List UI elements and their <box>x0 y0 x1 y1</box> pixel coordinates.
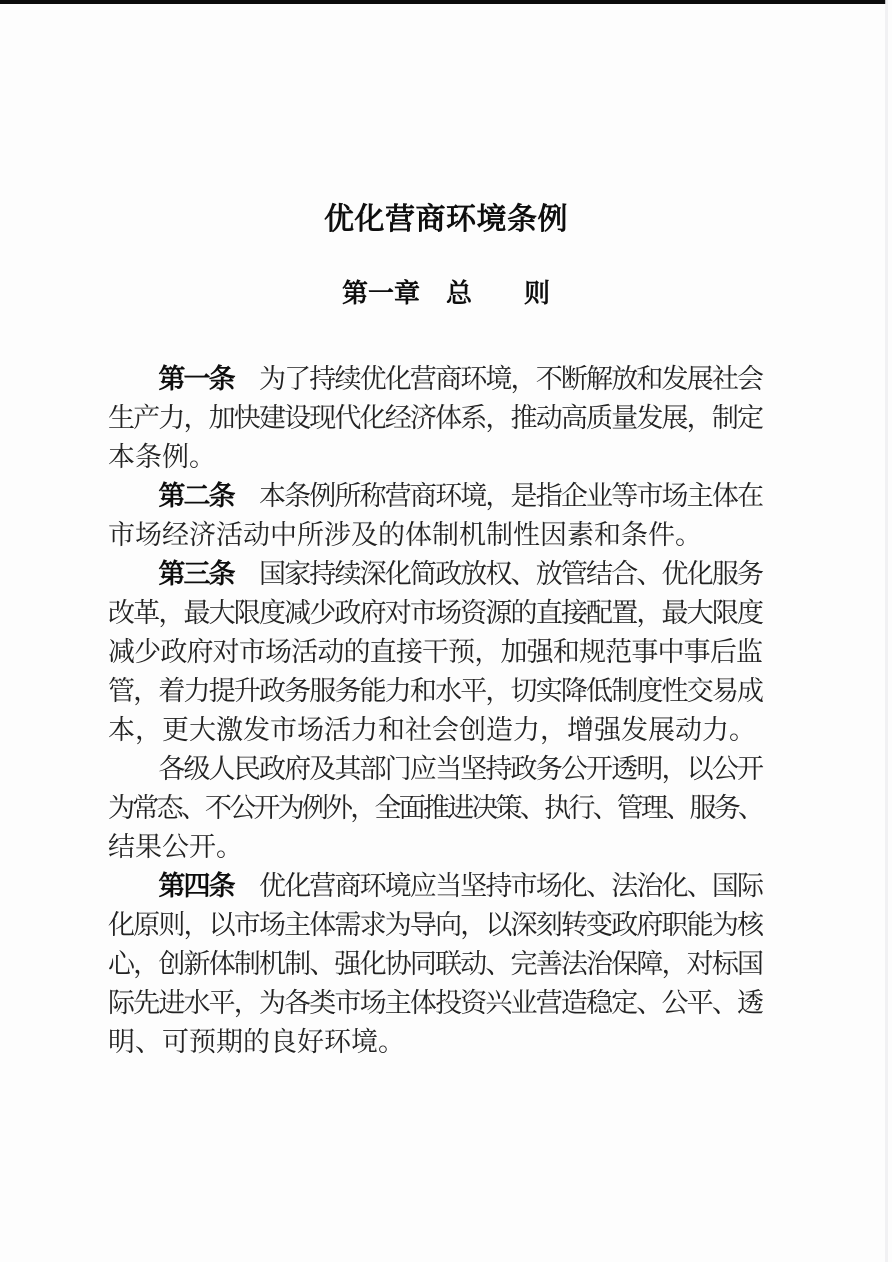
text-line: 结果公开。 <box>108 832 243 862</box>
article-label: 第一条 <box>158 364 234 394</box>
scan-edge-right-line <box>885 0 888 1262</box>
text-line: 生产力，加快建设现代化经济体系，推动高质量发展，制定 <box>108 403 762 433</box>
text-line: 明、可预期的良好环境。 <box>108 1027 405 1057</box>
text-line: 为常态、不公开为例外，全面推进决策、执行、管理、服务、 <box>108 793 762 823</box>
text-line: 各级人民政府及其部门应当坚持政务公开透明，以公开 <box>158 754 762 784</box>
text-line: 化原则，以市场主体需求为导向，以深刻转变政府职能为核 <box>108 910 762 940</box>
article-label: 第三条 <box>158 559 234 589</box>
text-line: 本，更大激发市场活力和社会创造力，增强发展动力。 <box>108 715 756 745</box>
article-label: 第四条 <box>158 871 234 901</box>
document-title: 优化营商环境条例 <box>324 203 568 236</box>
article-label: 第二条 <box>158 481 234 511</box>
scan-edge-top-bar <box>0 0 886 4</box>
text-line: 改革，最大限度减少政府对市场资源的直接配置，最大限度 <box>108 598 762 628</box>
text-line: 心，创新体制机制、强化协同联动、完善法治保障，对标国 <box>108 949 762 979</box>
text-line: 市场经济活动中所涉及的体制机制性因素和条件。 <box>108 520 702 550</box>
text-line: 第三条 国家持续深化简政放权、放管结合、优化服务 <box>158 559 762 589</box>
text-line: 际先进水平，为各类市场主体投资兴业营造稳定、公平、透 <box>108 988 762 1018</box>
text-line: 第二条 本条例所称营商环境，是指企业等市场主体在 <box>158 481 762 511</box>
chapter-heading: 第一章 总 则 <box>341 279 550 308</box>
document-body <box>108 360 762 1062</box>
text-line: 管，着力提升政务服务能力和水平，切实降低制度性交易成 <box>108 676 762 706</box>
text-line: 第四条 优化营商环境应当坚持市场化、法治化、国际 <box>158 871 762 901</box>
text-line: 第一条 为了持续优化营商环境，不断解放和发展社会 <box>158 364 762 394</box>
text-line: 本条例。 <box>108 442 216 472</box>
text-line: 减少政府对市场活动的直接干预，加强和规范事中事后监 <box>108 637 762 667</box>
